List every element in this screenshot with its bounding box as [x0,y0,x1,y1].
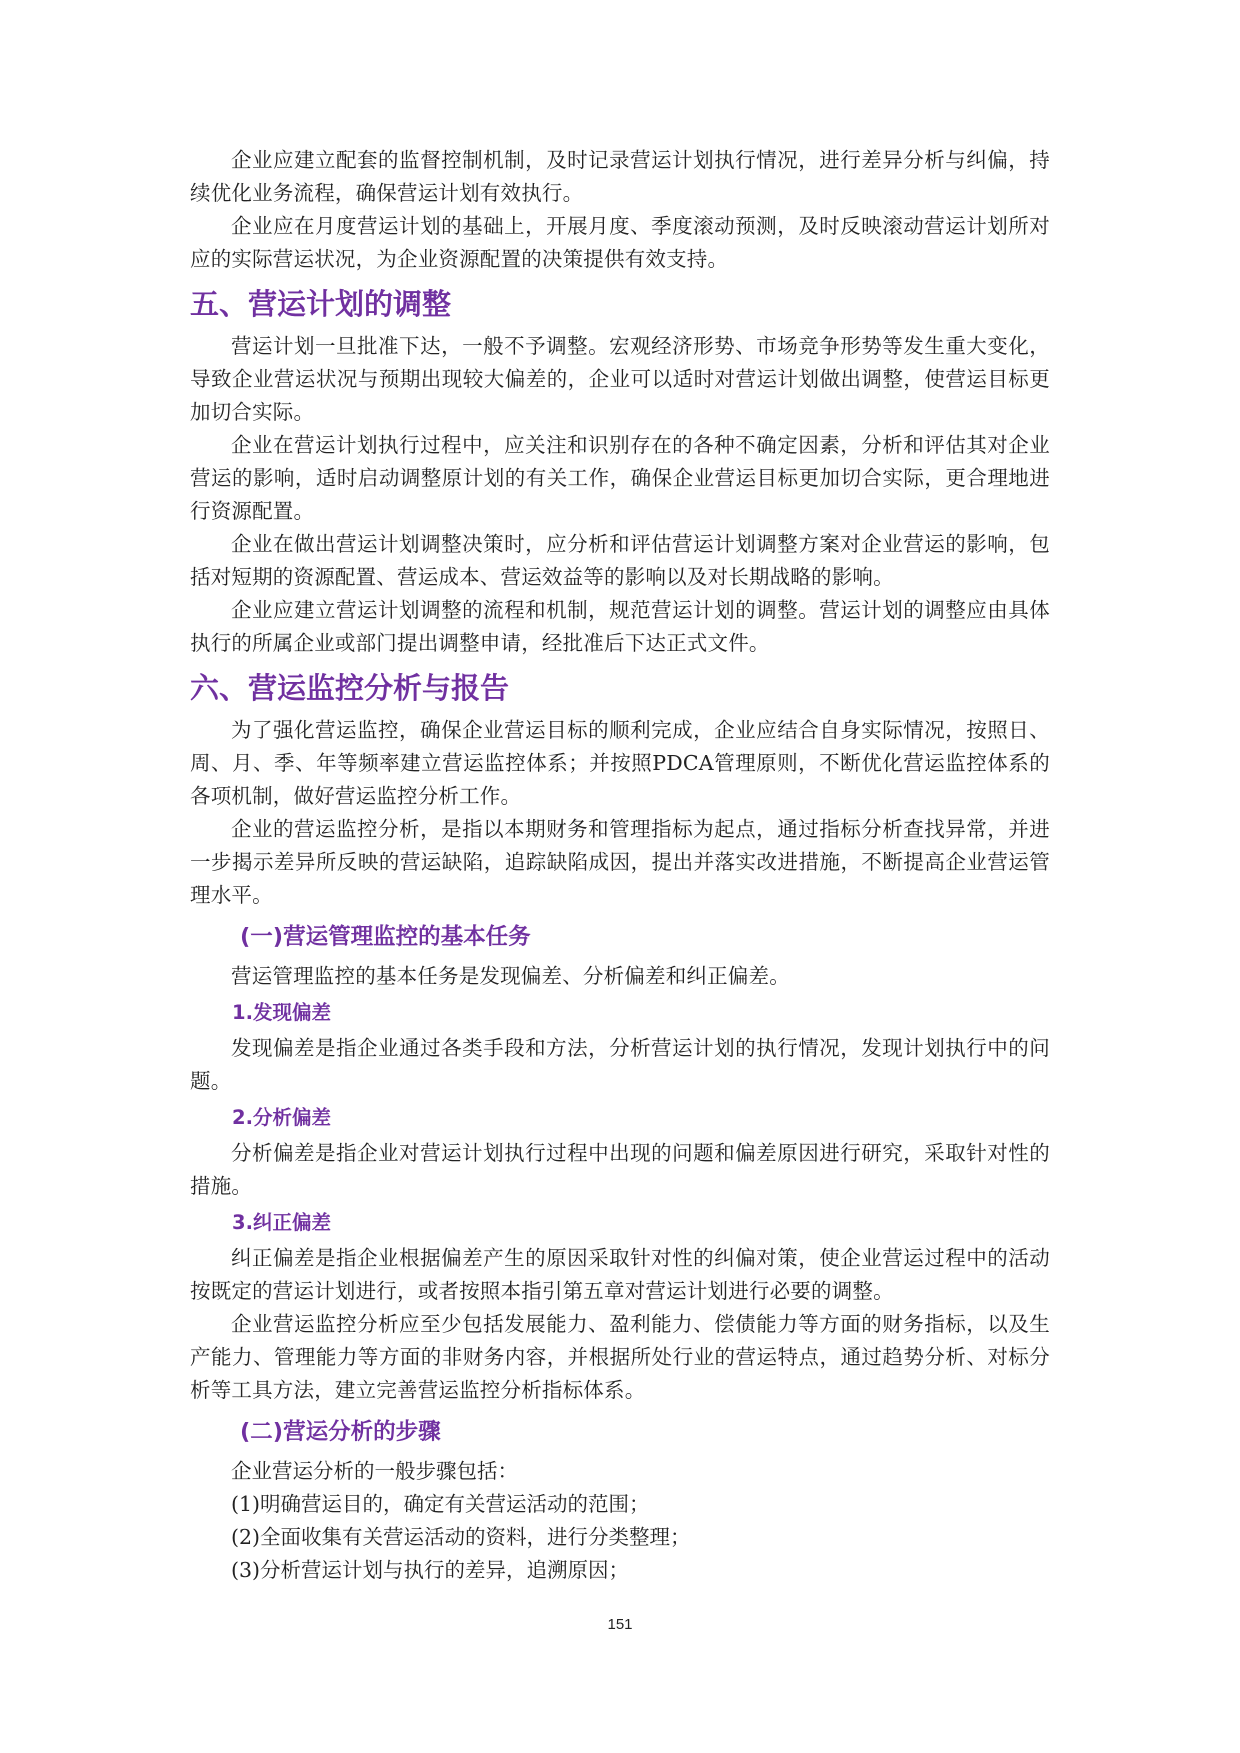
paragraph: 企业营运监控分析应至少包括发展能力、盈利能力、偿债能力等方面的财务指标，以及生产能力、管理能力等方面的非财务内容，并根据所处行业的营运特点，通过趋势分析、对标分析等工具方法，建立完善营运监控分析指标体系。 [190,1312,1050,1402]
paragraph: 企业应建立营运计划调整的流程和机制，规范营运计划的调整。营运计划的调整应由具体执行的所属企业或部门提出调整申请，经批准后下达正式文件。 [190,598,1050,655]
paragraph: 企业的营运监控分析，是指以本期财务和管理指标为起点，通过指标分析查找异常，并进一步揭示差异所反映的营运缺陷，追踪缺陷成因，提出并落实改进措施，不断提高企业营运管理水平。 [190,817,1050,907]
paragraph: 分析偏差是指企业对营运计划执行过程中出现的问题和偏差原因进行研究，采取针对性的措施。 [190,1141,1050,1198]
subsection-heading: (二)营运分析的步骤 [240,1419,441,1445]
paragraph: 营运计划一旦批准下达，一般不予调整。宏观经济形势、市场竞争形势等发生重大变化，导致企业营运状况与预期出现较大偏差的，企业可以适时对营运计划做出调整，使营运目标更加切合实际。 [190,334,1050,424]
section-heading: 六、营运监控分析与报告 [190,671,510,705]
paragraph: 营运管理监控的基本任务是发现偏差、分析偏差和纠正偏差。 [231,964,790,988]
paragraph: 企业营运分析的一般步骤包括： [231,1459,518,1483]
item-heading: 3.纠正偏差 [232,1211,331,1234]
paragraph: 企业应在月度营运计划的基础上，开展月度、季度滚动预测，及时反映滚动营运计划所对应的实际营运状况，为企业资源配置的决策提供有效支持。 [190,214,1050,271]
paragraph: 企业在做出营运计划调整决策时，应分析和评估营运计划调整方案对企业营运的影响，包括对短期的资源配置、营运成本、营运效益等的影响以及对长期战略的影响。 [190,532,1050,589]
paragraph: 企业在营运计划执行过程中，应关注和识别存在的各种不确定因素，分析和评估其对企业营运的影响，适时启动调整原计划的有关工作，确保企业营运目标更加切合实际，更合理地进行资源配置。 [190,433,1050,523]
paragraph: 企业应建立配套的监督控制机制，及时记录营运计划执行情况，进行差异分析与纠偏，持续优化业务流程，确保营运计划有效执行。 [190,148,1050,205]
section-heading: 五、营运计划的调整 [190,287,452,321]
paragraph: 为了强化营运监控，确保企业营运目标的顺利完成，企业应结合自身实际情况，按照日、周、月、季、年等频率建立营运监控体系；并按照PDCA管理原则，不断优化营运监控体系的各项机制，做好营运监控分析工作。 [190,718,1050,808]
list-item: (2)全面收集有关营运活动的资料，进行分类整理； [231,1525,691,1549]
page-number: 151 [607,1616,633,1633]
subsection-heading: (一)营运管理监控的基本任务 [240,924,531,950]
paragraph: 发现偏差是指企业通过各类手段和方法，分析营运计划的执行情况，发现计划执行中的问题。 [190,1036,1050,1093]
list-item: (3)分析营运计划与执行的差异，追溯原因； [231,1558,630,1582]
list-item: (1)明确营运目的，确定有关营运活动的范围； [231,1492,650,1516]
item-heading: 2.分析偏差 [232,1106,331,1129]
item-heading: 1.发现偏差 [232,1001,331,1024]
document-page [190,144,1050,1587]
paragraph: 纠正偏差是指企业根据偏差产生的原因采取针对性的纠偏对策，使企业营运过程中的活动按既定的营运计划进行，或者按照本指引第五章对营运计划进行必要的调整。 [190,1246,1050,1303]
